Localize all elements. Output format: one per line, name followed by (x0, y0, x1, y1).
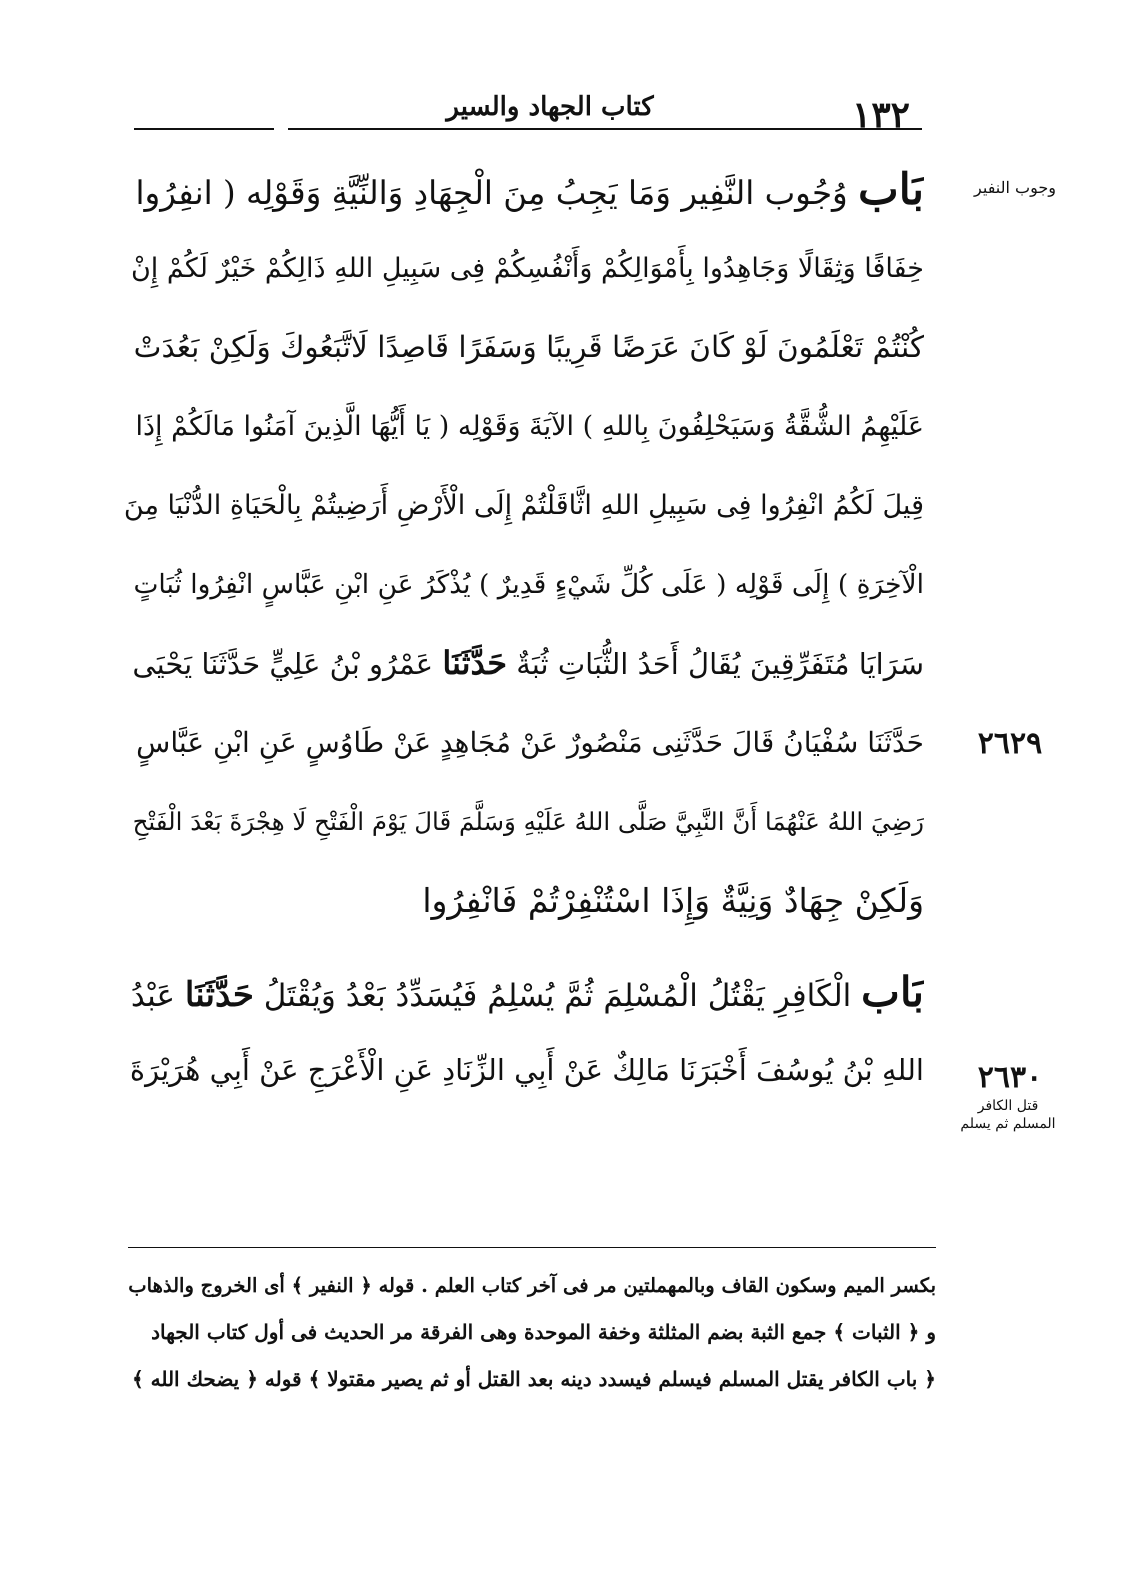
header-rule-right (288, 128, 922, 130)
page-number: ١٣٢ (851, 94, 910, 136)
text-segment: عَمْرُو بْنُ عَلِيٍّ حَدَّثَنَا يَحْيَى (132, 647, 434, 681)
margin-chapter-title (948, 1097, 1068, 1133)
text-line: اللهِ بْنُ يُوسُفَ أَخْبَرَنَا مَالِكٌ عَنْ أَبِي الزِّنَادِ عَنِ الْأَعْرَجِ عَنْ أَبِي هُرَيْرَةَ (129, 1053, 924, 1087)
running-head: كتاب الجهاد والسير (446, 92, 654, 122)
section-gap (124, 940, 924, 952)
text-line (124, 150, 924, 229)
footnotes (128, 1262, 936, 1403)
footnote-line: بكسر الميم وسكون القاف وبالمهملتين مر فى آخر كتاب العلم . قوله ﴿ النفير ﴾ أى الخروج والذهاب (128, 1274, 936, 1297)
footnote-rule (128, 1247, 936, 1248)
narration-marker: حَدَّثَنَا (442, 644, 508, 682)
text-segment: الْكَافِرِ يَقْتُلُ الْمُسْلِمَ ثُمَّ يُسْلِمُ فَيُسَدِّدُ بَعْدُ وَيُقْتَلُ (263, 978, 852, 1014)
margin-title-line: قتل الكافر (977, 1098, 1039, 1114)
narration-marker: حَدَّثَنَا (184, 975, 254, 1015)
margin-title-line: المسلم ثم يسلم (960, 1116, 1056, 1132)
text-line: رَضِيَ اللهُ عَنْهُمَا أَنَّ النَّبِيَّ صَلَّى اللهُ عَلَيْهِ وَسَلَّمَ قَالَ يَوْمَ الْفَتْحِ لَا هِجْرَةَ بَعْدَ الْفَتْحِ (132, 807, 924, 836)
text-line: حَدَّثَنَا سُفْيَانُ قَالَ حَدَّثَنِى مَنْصُورٌ عَنْ مُجَاهِدٍ عَنْ طَاوُسٍ عَنِ ابْنِ عَبَّاسٍ (136, 726, 924, 759)
header-rule-left (134, 128, 274, 130)
hadith-number: ٢٦٢٩ (977, 726, 1043, 761)
footnote-line: ﴿ باب الكافر يقتل المسلم فيسلم فيسدد دينه بعد القتل أو ثم يصير مقتولا ﴾ قوله ﴿ يضحك الله ﴾ (131, 1367, 936, 1391)
chapter-heading: بَاب (858, 164, 924, 215)
text-segment: وُجُوب النَّفِير وَمَا يَجِبُ مِنَ الْجِهَادِ وَالنِّيَّةِ وَقَوْلِه ( انفِرُوا (135, 174, 848, 212)
text-line: قِيلَ لَكُمُ انْفِرُوا فِى سَبِيلِ اللهِ اثَّاقَلْتُمْ إِلَى الْأَرْضِ أَرَضِيتُمْ بِالْحَيَاةِ الدُّنْيَا مِنَ (124, 490, 924, 521)
chapter-heading: بَاب (861, 967, 924, 1016)
text-line: وَلَكِنْ جِهَادٌ وَنِيَّةٌ وَإِذَا اسْتُنْفِرْتُمْ فَانْفِرُوا (422, 881, 924, 920)
main-text (124, 150, 924, 1110)
text-line (124, 952, 924, 1031)
text-line (124, 624, 924, 703)
footnote-line: و ﴿ الثبات ﴾ جمع الثبة بضم المثلثة وخفة الموحدة وهى الفرقة مر الحديث فى أول كتاب الجهاد (151, 1320, 936, 1344)
text-line: عَلَيْهِمُ الشُّقَّةُ وَسَيَحْلِفُونَ بِاللهِ ) الآيَةَ وَقَوْلِه ( يَا أَيُّهَا الَّذِينَ آمَنُوا مَالَكُمْ إِذَا (135, 411, 924, 442)
hadith-number: ٢٦٣٠ (977, 1060, 1043, 1095)
text-line: كُنْتُمْ تَعْلَمُونَ لَوْ كَانَ عَرَضًا قَرِيبًا وَسَفَرًا قَاصِدًا لَاتَّبَعُوكَ وَلَكِنْ بَعُدَتْ (133, 330, 924, 364)
text-segment: سَرَايَا مُتَفَرِّقِينَ يُقَالُ أَحَدُ الثُّبَاتِ ثُبَةٌ (516, 647, 924, 681)
margin-chapter-title: وجوب النفير (974, 178, 1056, 197)
text-line: خِفَافًا وَثِقَالًا وَجَاهِدُوا بِأَمْوَالِكُمْ وَأَنْفُسِكُمْ فِى سَبِيلِ اللهِ ذَالِكُمْ خَيْرٌ لَكُمْ إِنْ (130, 253, 924, 284)
text-line: الْآخِرَةِ ) إِلَى قَوْلِه ( عَلَى كُلِّ شَيْءٍ قَدِيرٌ ) يُذْكَرُ عَنِ ابْنِ عَبَّاسٍ انْفِرُوا ثُبَاتٍ (133, 569, 924, 600)
text-segment: عَبْدُ (130, 978, 175, 1014)
